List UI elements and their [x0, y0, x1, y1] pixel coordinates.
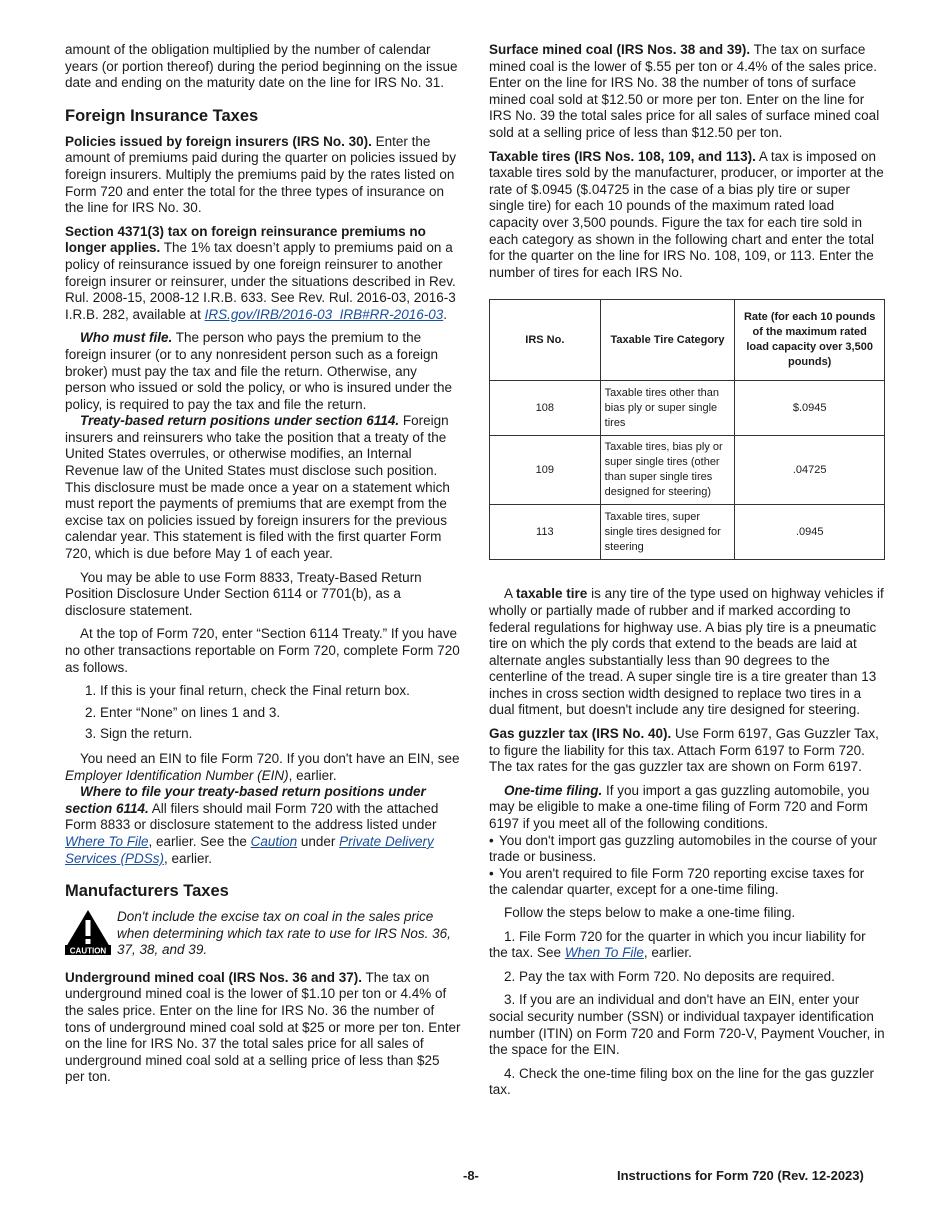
- step-1: 1. File Form 720 for the quarter in which you incur liability for the tax. See When To File, earlier.: [489, 928, 866, 961]
- column-header: Rate (for each 10 pounds of the maximum rated load capacity over 3,500 pounds): [735, 300, 885, 381]
- caution-box: [65, 909, 461, 960]
- heading-manufacturers-taxes: Manufacturers Taxes: [65, 882, 229, 901]
- step-2: 2. Pay the tax with Form 720. No deposits are required.: [504, 968, 835, 984]
- column-header: IRS No.: [490, 300, 601, 381]
- where-to-file-link[interactable]: Where To File: [65, 833, 149, 849]
- paragraph-treaty-based: Treaty-based return positions under section 6114. Foreign insurers and reinsurers who take the position that a treaty of the United States overrules, or otherwise modifies, an Internal Revenue law of the United States must disclose such position. This disclosure must be made once a year on a statement which must report the payments of premiums that are exempt from the excise tax on policies issued by foreign insurers for the previous calendar year. This statement is filed with the first quarter Form 720, which is due before May 1 of each year.: [65, 413, 450, 562]
- bullet-icon: •: [489, 865, 494, 881]
- paragraph-who-must-file: Who must file. The person who pays the premium to the foreign insurer (or to any nonresident person such as a foreign broker) must pay the tax and file the return. Otherwise, any person who issued or sold the policy, or who is insured under the policy, is required to pay the tax and file the return.: [65, 330, 452, 412]
- irs-number-cell: 109: [490, 436, 601, 505]
- paragraph-surface-coal: Surface mined coal (IRS Nos. 38 and 39). The tax on surface mined coal is the lower of $.55 per ton or 4.4% of the sales price. Enter on the line for IRS No. 38 the number of tons of surface mined coal sold at $12.50 or more per ton. Enter on the line for IRS No. 39 the total sales price for all sales of surface mined coal sold at a selling price of less than $12.50 per ton.: [489, 42, 880, 140]
- policies-lead: Policies issued by foreign insurers (IRS No. 30).: [65, 133, 372, 149]
- caution-link[interactable]: Caution: [250, 833, 298, 849]
- list-item: 1. If this is your final return, check the Final return box.: [85, 683, 410, 699]
- paragraph-taxable-tires: Taxable tires (IRS Nos. 108, 109, and 113). A tax is imposed on taxable tires sold by the manufacturer, producer, or importer at the rate of $.0945 ($.04725 in the case of a bias ply tire or super single tire) for each 10 pounds of the maximum rated load capacity over 3,500 pounds. Figure the tax for each tire sold in each category as shown in the following chart and enter the total for the quarter on the line for IRS No. 108, 109, or 113. Enter the number of tires for each IRS No.: [489, 148, 884, 280]
- irs-gov-link[interactable]: IRS.gov/IRB/2016-03_IRB#RR-2016-03: [204, 306, 444, 322]
- table-row: [490, 436, 885, 505]
- category-cell: Taxable tires other than bias ply or super single tires: [600, 381, 735, 436]
- caution-icon: [65, 909, 111, 960]
- right-column: [489, 42, 886, 1106]
- list-item: 2. Enter “None” on lines 1 and 3.: [85, 704, 281, 720]
- gas-guzzler-lead: Gas guzzler tax (IRS No. 40).: [489, 726, 672, 742]
- taxable-tires-lead: Taxable tires (IRS Nos. 108, 109, and 113).: [489, 148, 756, 164]
- tire-rate-table: [489, 299, 885, 560]
- category-cell: Taxable tires, super single tires designed for steering: [600, 505, 735, 560]
- section-4371-lead: Section 4371(3) tax on foreign reinsurance premiums no longer applies.: [65, 223, 426, 256]
- bullet-icon: •: [489, 832, 494, 848]
- list-item: 3. Sign the return.: [85, 726, 193, 742]
- step-4: 4. Check the one-time filing box on the line for the gas guzzler tax.: [489, 1065, 874, 1098]
- rate-cell: .0945: [735, 505, 885, 560]
- heading-foreign-insurance-taxes: Foreign Insurance Taxes: [65, 106, 259, 125]
- paragraph-section-4371: Section 4371(3) tax on foreign reinsurance premiums no longer applies. The 1% tax doesn’t apply to premiums paid on a policy of reinsurance issued by one foreign reinsurer to another foreign insurer or reinsurer, under the situations described in Rev. Rul. 2008-15, 2008-12 I.R.B. 633. See Rev. Rul. 2016-03, 2016-3 I.R.B. 282, available at IRS.gov/IRB/2016-03_IRB#RR-2016-03.: [65, 223, 456, 322]
- treaty-based-lead: Treaty-based return positions under section 6114.: [80, 413, 400, 429]
- paragraph-taxable-tire-definition: A taxable tire is any tire of the type used on highway vehicles if wholly or partially made of rubber and if marked according to federal regulations for highway use. A bias ply tire is a pneumatic tire on which the ply cords that extend to the beads are laid at alternate angles substantially less than 90 degrees to the centerline of the tread. A super single tire is a tire greater than 13 inches in cross section width designed to replace two tires in a dual fitment, but doesn't include any tire designed for steering.: [489, 586, 884, 718]
- rate-cell: .04725: [735, 436, 885, 505]
- page-number: -8-: [463, 1168, 479, 1183]
- table-row: [490, 505, 885, 560]
- caution-text: Don't include the excise tax on coal in the sales price when determining which tax rate to use for IRS Nos. 36, 37, 38, and 39.: [117, 909, 451, 958]
- underground-coal-lead: Underground mined coal (IRS Nos. 36 and 37).: [65, 969, 363, 985]
- paragraph-gas-guzzler: Gas guzzler tax (IRS No. 40). Use Form 6197, Gas Guzzler Tax, to figure the liability for this tax. Attach Form 6197 to Form 720. The tax rates for the gas guzzler tax are shown on Form 6197.: [489, 726, 879, 775]
- surface-coal-lead: Surface mined coal (IRS Nos. 38 and 39).: [489, 42, 751, 57]
- table-row: [490, 381, 885, 436]
- paragraph-obligation: amount of the obligation multiplied by the number of calendar years (or portion thereof) during the period beginning on the issue date and ending on the maturity date on the line for IRS No. 31.: [65, 42, 458, 91]
- paragraph-ein: You need an EIN to file Form 720. If you don't have an EIN, see Employer Identification Number (EIN), earlier.: [65, 750, 460, 783]
- treaty-steps-list: [65, 683, 461, 743]
- left-column: [65, 42, 461, 1093]
- column-header: Taxable Tire Category: [600, 300, 735, 381]
- irs-number-cell: 113: [490, 505, 601, 560]
- table-header-row: [490, 300, 885, 381]
- when-to-file-link[interactable]: When To File: [564, 945, 644, 961]
- list-item: • You aren't required to file Form 720 reporting excise taxes for the calendar quarter, except for a one-time filing.: [489, 865, 865, 898]
- paragraph-where-to-file: Where to file your treaty-based return positions under section 6114. All filers should mail Form 720 with the attached Form 8833 or disclosure statement to the address listed under Where To File, earlier. See the Caution under Private Delivery Services (PDSs), earlier.: [65, 784, 439, 866]
- paragraph-policies: Policies issued by foreign insurers (IRS No. 30). Enter the amount of premiums paid during the quarter on policies issued by foreign insurers. Multiply the premiums paid by the rates listed on Form 720 and enter the total for the three types of insurance on the line for IRS No. 30.: [65, 133, 456, 216]
- paragraph-follow-steps: Follow the steps below to make a one-time filing.: [504, 905, 796, 920]
- who-must-file-lead: Who must file.: [80, 330, 173, 346]
- paragraph-underground-coal: Underground mined coal (IRS Nos. 36 and 37). The tax on underground mined coal is the lower of $1.10 per ton or 4.4% of the sales price. Enter on the line for IRS No. 36 the number of tons of underground mined coal sold at $25 or more per ton. Enter on the line for IRS No. 37 the total sales price for all sales of underground mined coal sold at a selling price of less than $25 per ton.: [65, 969, 461, 1085]
- rate-cell: $.0945: [735, 381, 885, 436]
- paragraph-top-of-form: At the top of Form 720, enter “Section 6114 Treaty.” If you have no other transactions reportable on Form 720, complete Form 720 as follows.: [65, 626, 460, 675]
- where-to-file-lead: Where to file your treaty-based return positions under section 6114.: [65, 784, 426, 816]
- irs-number-cell: 108: [490, 381, 601, 436]
- paragraph-one-time-filing: One-time filing. If you import a gas guzzling automobile, you may be eligible to make a one-time filing of Form 720 and Form 6197 if you meet all of the following conditions.: [489, 782, 870, 832]
- paragraph-form-8833: You may be able to use Form 8833, Treaty-Based Return Position Disclosure Under Section 6114 or 7701(b), as a disclosure statement.: [65, 569, 422, 618]
- category-cell: Taxable tires, bias ply or super single tires (other than super single tires designed for steering): [600, 436, 735, 505]
- list-item: • You don't import gas guzzling automobiles in the course of your trade or business.: [489, 832, 878, 865]
- private-delivery-services-link[interactable]: Private Delivery Services (PDSs): [65, 833, 434, 866]
- footer-title: Instructions for Form 720 (Rev. 12-2023): [617, 1168, 864, 1183]
- caution-label: CAUTION: [69, 946, 107, 956]
- step-3: 3. If you are an individual and don't have an EIN, enter your social security number (SSN) or individual taxpayer identification number (ITIN) on Form 720 and Form 720-V, Payment Voucher, in the space for the EIN.: [489, 992, 885, 1058]
- one-time-filing-lead: One-time filing.: [504, 782, 603, 798]
